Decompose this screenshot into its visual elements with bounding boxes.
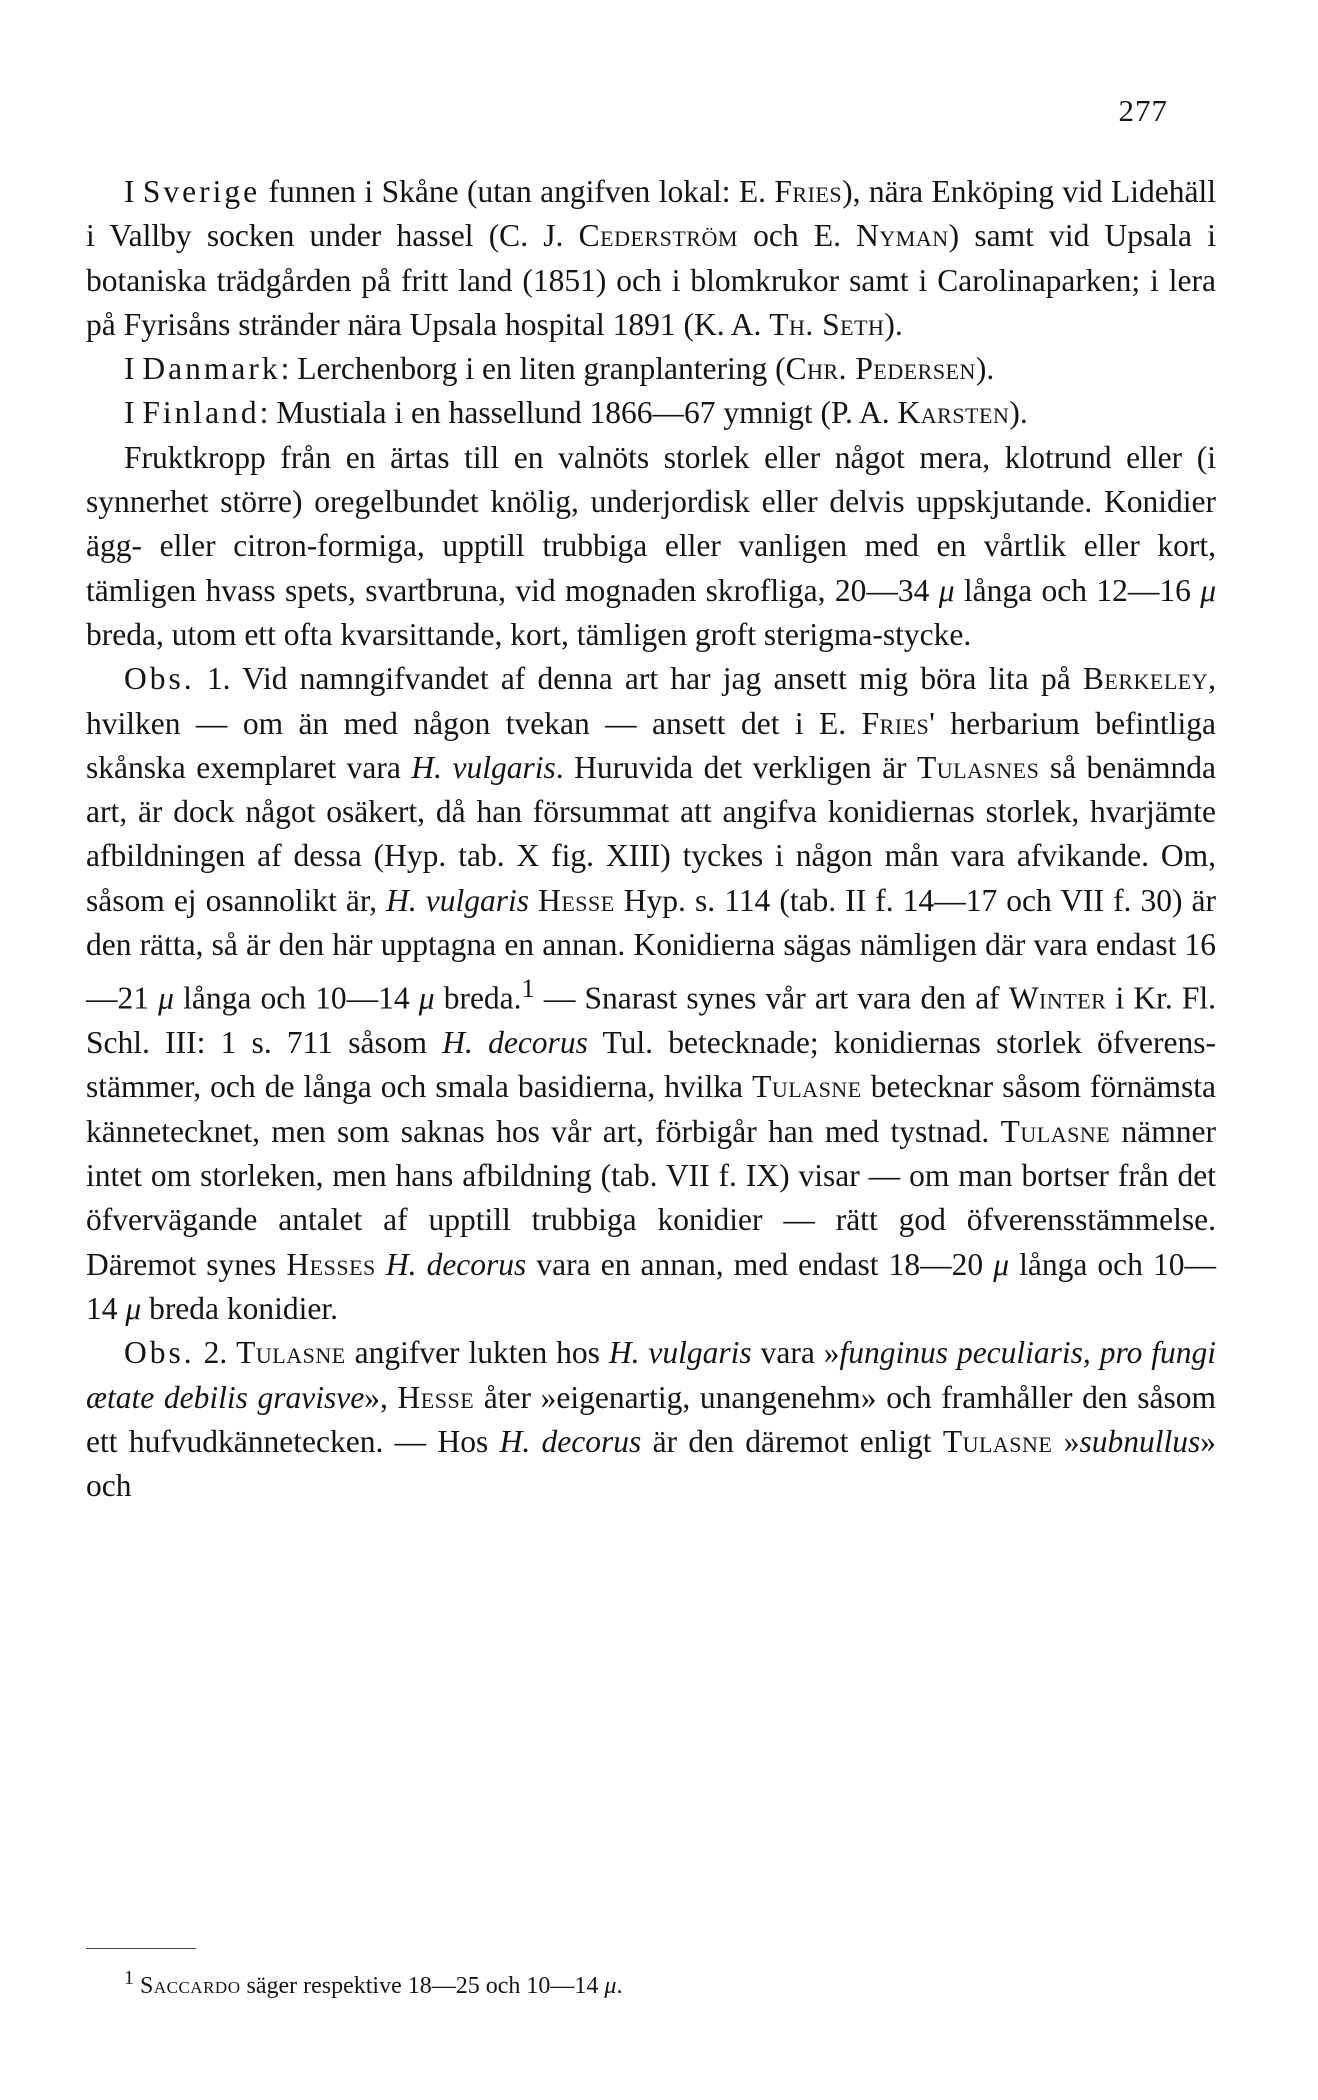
text-run: vara » xyxy=(751,1335,840,1371)
text-run: Obs. xyxy=(124,661,195,697)
body-text xyxy=(86,170,1216,1508)
text-run: μ xyxy=(418,980,435,1016)
text-run: funginus peculiaris, pro fungi ætate debilis gravisve xyxy=(86,1335,1217,1415)
text-run: H. vulgaris xyxy=(608,1335,752,1371)
text-run: H. decorus xyxy=(499,1423,642,1459)
text-run: H. vulgaris xyxy=(386,882,530,918)
paragraph xyxy=(86,657,1216,1331)
text-run: ), nära Enköping vid Lidehäll i Vallby socken under hassel (C. J. xyxy=(86,174,1216,254)
text-run: åter »eigenartig, unangenehm» och framhåller den såsom ett hufvudkännetecken. — Hos xyxy=(86,1379,1217,1459)
paragraph xyxy=(86,170,1216,347)
text-run: μ xyxy=(158,980,174,1016)
text-run: 2. xyxy=(194,1335,237,1371)
text-run: och E. xyxy=(737,218,857,254)
text-run xyxy=(529,883,538,918)
text-run: i Kr. Fl. Schl. III: 1 s. 711 såsom xyxy=(86,980,1217,1061)
text-run: säger respektive 18—25 och 10—14 xyxy=(240,1973,605,1999)
footnote-divider xyxy=(86,1948,196,1949)
paragraph xyxy=(86,1331,1216,1508)
text-run: Obs. xyxy=(124,1335,195,1371)
text-run: Hesse xyxy=(397,1379,475,1415)
text-run: funnen i Skåne (utan angifven lokal: E. xyxy=(260,174,775,209)
text-run: Fruktkropp från en ärtas till en valnöts storlek eller något mera, klotrund eller (i synnerhet större) oregelbundet knölig, underjordisk eller delvis uppskjutande. Konidier ägg- eller citron-formiga, upptill trubbiga eller vanligen med en vårtlik eller kort, tämligen hvass spets, svartbruna, vid mognaden skrofliga, 20—34 xyxy=(86,439,1216,608)
text-run: Danmark xyxy=(142,351,281,387)
paragraph xyxy=(86,436,1216,657)
text-run: långa och 12—16 xyxy=(954,572,1201,608)
text-run: Karsten xyxy=(897,395,1010,431)
text-run: angifver lukten hos xyxy=(345,1335,609,1371)
text-run: nämner intet om storleken, men hans afbildning (tab. VII f. IX) visar — om man bortser från det öfvervägande antalet af upptill trubbiga konidier — rätt god öfverensstämmelse. Däremot synes xyxy=(86,1113,1216,1282)
text-run: Tulasnes xyxy=(917,749,1040,785)
text-run: Fries xyxy=(861,705,930,741)
text-run: Sverige xyxy=(142,174,261,209)
text-run: H. decorus xyxy=(442,1025,588,1061)
paragraph xyxy=(86,391,1216,435)
text-run: breda. xyxy=(434,980,522,1016)
paragraph xyxy=(86,347,1216,391)
text-run: . Huruvida det verkligen är xyxy=(555,749,918,785)
text-run: Tul. betecknade; konidiernas storlek öfverensstämmer, och de långa och smala basidierna, hvilka xyxy=(86,1025,1217,1105)
text-run: H. decorus xyxy=(385,1246,527,1282)
text-run: breda, utom ett ofta kvarsittande, kort, tämligen groft sterigma-stycke. xyxy=(86,616,972,652)
text-run: långa och 10—14 xyxy=(86,1246,1217,1326)
text-run: » xyxy=(1052,1423,1080,1459)
text-run: Tulasne xyxy=(942,1423,1053,1459)
text-run xyxy=(376,1247,386,1282)
text-run: », xyxy=(364,1379,398,1415)
text-run: breda konidier. xyxy=(141,1290,339,1326)
footnote xyxy=(86,1963,1216,2001)
text-run: μ xyxy=(604,1973,617,1999)
text-run: 1 xyxy=(521,974,535,1004)
text-run: ). xyxy=(884,306,903,342)
text-run: , hvilken — om än med någon tvekan — ansett det i E. xyxy=(86,661,1216,741)
text-run: — Snarast synes vår art vara den af xyxy=(534,980,1009,1016)
text-run: Tulasne xyxy=(752,1069,862,1105)
text-run: Tulasne xyxy=(236,1335,346,1371)
text-run: : Mustiala i en hassellund 1866—67 ymnigt (P. A. xyxy=(259,395,898,431)
text-run: så benämnda art, är dock något osäkert, då han försummat att angifva konidiernas storlek, hvarjämte afbildningen af dessa (Hyp. tab. X fig. XIII) tyckes i någon mån vara afvikande. Om, såsom ej osannolikt är, xyxy=(86,749,1217,918)
text-run: Th. Seth xyxy=(769,306,885,342)
text-run: I xyxy=(124,351,143,387)
text-run: Hesses xyxy=(286,1246,376,1282)
text-run: Saccardo xyxy=(140,1973,241,1999)
text-run: ' herbarium befintliga skånska exemplaret vara xyxy=(86,705,1216,785)
page-number: 277 xyxy=(1118,93,1168,128)
text-run: ) samt vid Upsala i botaniska trädgården på fritt land (1851) och i blomkrukor samt i Carolinaparken; i lera på Fyrisåns stränder nära Upsala hospital 1891 (K. A. xyxy=(86,218,1216,342)
text-run: vara en annan, med endast 18—20 xyxy=(526,1246,994,1282)
text-run: Winter xyxy=(1008,980,1107,1016)
text-run: » och xyxy=(86,1423,1216,1504)
text-run: ). xyxy=(975,351,995,387)
text-run: 1. Vid namngifvandet af denna art har jag ansett mig böra lita på xyxy=(194,661,1083,697)
text-run: betecknar såsom förnämsta kännetecknet, men som saknas hos vår art, förbigår han med tystnad. xyxy=(86,1069,1216,1149)
text-run: μ xyxy=(125,1290,142,1326)
text-run: ). xyxy=(1009,395,1028,431)
text-run: μ xyxy=(938,572,955,608)
text-run: μ xyxy=(993,1246,1010,1282)
text-run: H. vulgaris xyxy=(411,749,556,785)
text-run: Hyp. s. 114 (tab. II f. 14—17 och VII f. 30) är den rätta, så är den här upptagna en annan. Konidierna sägas nämligen där vara endast 16—21 xyxy=(86,882,1217,1016)
text-run: : Lerchenborg i en liten granplantering ( xyxy=(280,351,786,387)
text-run: Chr. Pedersen xyxy=(785,351,976,387)
text-run: Berkeley xyxy=(1082,661,1209,697)
text-run: Tulasne xyxy=(1000,1113,1111,1149)
text-run: långa och 10—14 xyxy=(173,980,419,1016)
text-run: I xyxy=(124,395,143,431)
text-run: . xyxy=(616,1973,623,1999)
text-run: Fries xyxy=(774,174,843,209)
text-run: Nyman xyxy=(856,218,949,254)
text-run: 1 xyxy=(124,1967,134,1989)
text-run: Finland xyxy=(142,395,260,431)
text-run: μ xyxy=(1200,572,1217,608)
text-run: Cederström xyxy=(578,218,738,254)
text-run: Hesse xyxy=(538,882,615,918)
text-run: I xyxy=(124,174,143,209)
text-run: subnullus xyxy=(1079,1423,1201,1459)
text-run: är den däremot enligt xyxy=(641,1423,943,1459)
